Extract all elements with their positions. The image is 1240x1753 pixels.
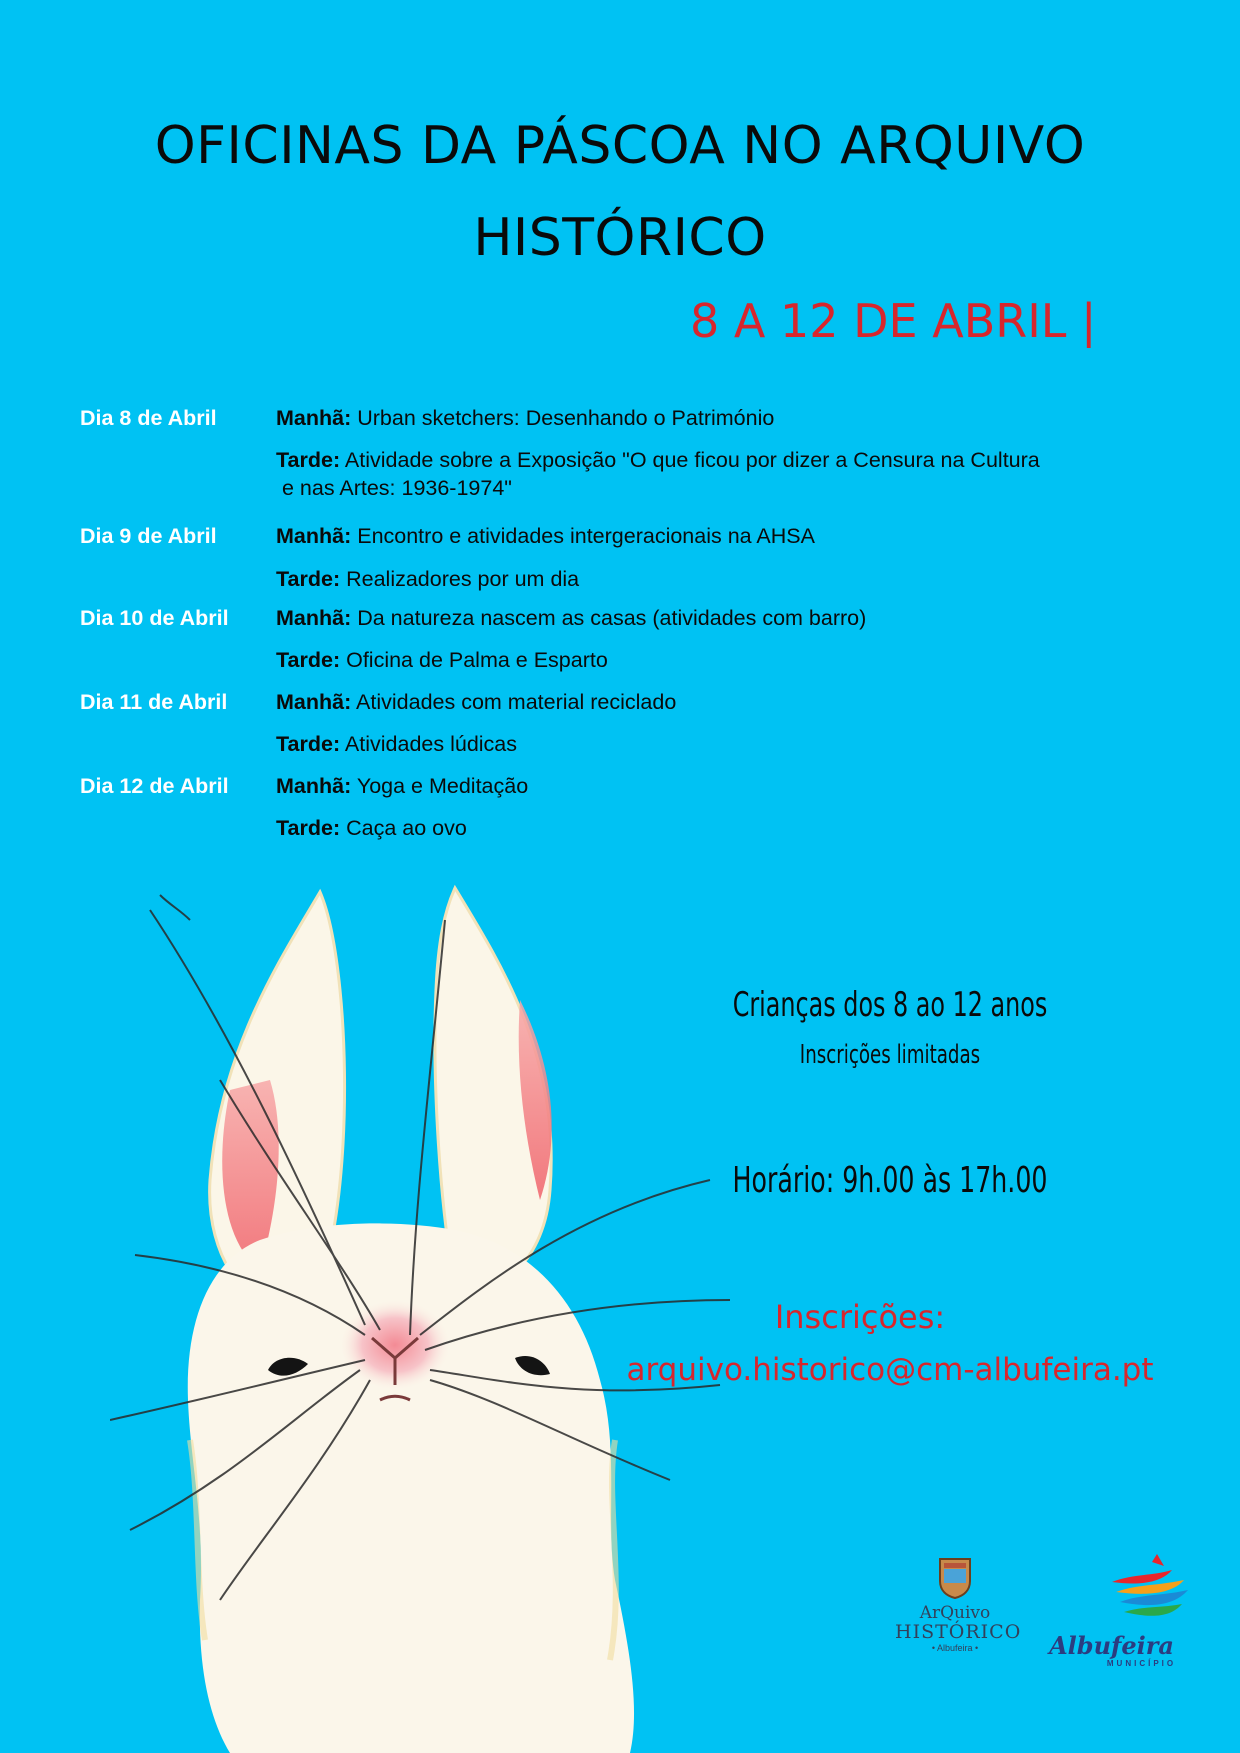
afternoon-label: Tarde: bbox=[276, 816, 341, 840]
limited-text: Inscrições limitadas bbox=[799, 1040, 981, 1070]
day-label: Dia 12 de Abril bbox=[80, 774, 229, 798]
title-line-1: OFICINAS DA PÁSCOA NO ARQUIVO bbox=[154, 116, 1086, 176]
registration-label: Inscrições: bbox=[774, 1298, 946, 1336]
arquivo-crest-icon bbox=[935, 1555, 975, 1599]
afternoon-text: Atividades lúdicas bbox=[340, 732, 518, 756]
afternoon-text-cont: e nas Artes: 1936-1974" bbox=[276, 476, 512, 500]
day-label: Dia 10 de Abril bbox=[80, 606, 229, 630]
afternoon-text: Caça ao ovo bbox=[340, 816, 467, 840]
afternoon-activity bbox=[276, 814, 1170, 842]
day-label: Dia 9 de Abril bbox=[80, 524, 217, 548]
morning-activity bbox=[276, 404, 1170, 432]
afternoon-activity bbox=[276, 730, 1170, 758]
morning-text: Da natureza nascem as casas (atividades com barro) bbox=[351, 606, 867, 630]
afternoon-text: Oficina de Palma e Esparto bbox=[340, 648, 608, 672]
afternoon-label: Tarde: bbox=[276, 732, 341, 756]
albufeira-logo-name: Albufeira bbox=[1049, 1631, 1174, 1660]
afternoon-text: Atividade sobre a Exposição "O que ficou por dizer a Censura na Cultura bbox=[340, 448, 1040, 472]
morning-activity bbox=[276, 688, 1170, 716]
arquivo-historico-logo bbox=[895, 1555, 1022, 1675]
morning-activity bbox=[276, 522, 1170, 550]
schedule-day bbox=[80, 522, 1170, 593]
afternoon-label: Tarde: bbox=[276, 567, 341, 591]
morning-label: Manhã: bbox=[276, 524, 352, 548]
title-line-2: HISTÓRICO bbox=[473, 208, 767, 268]
morning-text: Urban sketchers: Desenhando o Património bbox=[351, 406, 775, 430]
opening-hours: Horário: 9h.00 às 17h.00 bbox=[732, 1160, 1048, 1201]
arquivo-logo-line2: HISTÓRICO bbox=[895, 1621, 1022, 1643]
page-title bbox=[60, 100, 1180, 284]
schedule-day bbox=[80, 688, 1170, 758]
audience-text: Crianças dos 8 ao 12 anos bbox=[732, 985, 1048, 1025]
afternoon-label: Tarde: bbox=[276, 448, 341, 472]
arquivo-logo-line3: • Albufeira • bbox=[931, 1643, 979, 1653]
albufeira-logo-sub: MUNICÍPIO bbox=[1106, 1659, 1177, 1668]
schedule-day bbox=[80, 604, 1170, 674]
morning-text: Atividades com material reciclado bbox=[351, 690, 677, 714]
morning-label: Manhã: bbox=[276, 690, 352, 714]
day-label: Dia 11 de Abril bbox=[80, 690, 228, 714]
afternoon-activity bbox=[276, 646, 1170, 674]
arquivo-logo-line1: ArQuivo bbox=[919, 1603, 991, 1623]
afternoon-text: Realizadores por um dia bbox=[340, 567, 580, 591]
schedule-day bbox=[80, 772, 1170, 842]
schedule-day bbox=[80, 404, 1170, 502]
morning-text: Encontro e atividades intergeracionais na AHSA bbox=[351, 524, 815, 548]
afternoon-label: Tarde: bbox=[276, 648, 341, 672]
morning-label: Manhã: bbox=[276, 774, 352, 798]
albufeira-emblem-icon bbox=[1102, 1552, 1192, 1628]
morning-text: Yoga e Meditação bbox=[351, 774, 529, 798]
day-label: Dia 8 de Abril bbox=[80, 406, 217, 430]
albufeira-municipio-logo bbox=[1024, 1552, 1199, 1682]
morning-label: Manhã: bbox=[276, 606, 352, 630]
schedule bbox=[80, 404, 1170, 842]
registration-email-link[interactable]: arquivo.historico@cm-albufeira.pt bbox=[626, 1352, 1154, 1388]
morning-label: Manhã: bbox=[276, 406, 352, 430]
afternoon-activity bbox=[276, 565, 1170, 593]
event-dates: 8 A 12 DE ABRIL | bbox=[690, 294, 1097, 348]
morning-activity bbox=[276, 772, 1170, 800]
morning-activity bbox=[276, 604, 1170, 632]
afternoon-activity bbox=[276, 446, 1170, 502]
